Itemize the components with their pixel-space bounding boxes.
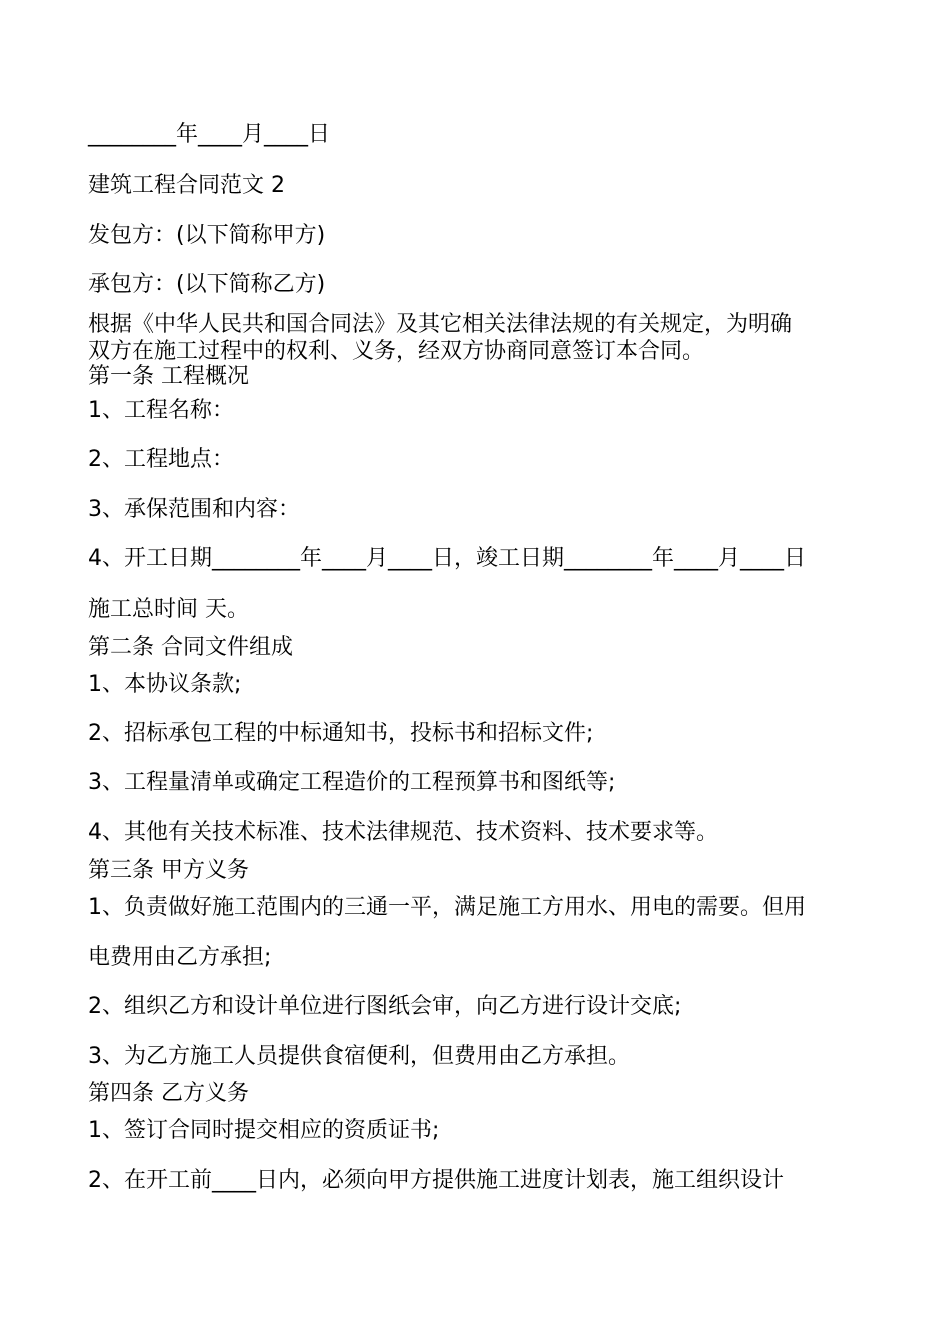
article-2-item-2: 2、招标承包工程的中标通知书，投标书和招标文件; bbox=[88, 721, 594, 746]
article-2-item-1: 1、本协议条款; bbox=[88, 672, 242, 697]
article-3-item-3: 3、为乙方施工人员提供食宿便利，但费用由乙方承担。 bbox=[88, 1044, 630, 1069]
article-3-item-2: 2、组织乙方和设计单位进行图纸会审，向乙方进行设计交底; bbox=[88, 994, 682, 1019]
intro-paragraph-line-1: 根据《中华人民共和国合同法》及其它相关法律法规的有关规定，为明确 bbox=[88, 312, 793, 337]
article-3-heading: 第三条 甲方义务 bbox=[88, 858, 249, 883]
article-2-item-3: 3、工程量清单或确定工程造价的工程预算书和图纸等; bbox=[88, 770, 616, 795]
article-4-item-1: 1、签订合同时提交相应的资质证书; bbox=[88, 1118, 440, 1143]
article-2-item-4: 4、其他有关技术标准、技术法律规范、技术资料、技术要求等。 bbox=[88, 820, 718, 845]
party-a-line: 发包方：(以下简称甲方) bbox=[88, 223, 326, 248]
article-1-heading: 第一条 工程概况 bbox=[88, 364, 249, 389]
article-1-item-2: 2、工程地点： bbox=[88, 447, 234, 472]
article-3-item-1: 1、负责做好施工范围内的三通一平，满足施工方用水、用电的需要。但用 bbox=[88, 895, 806, 920]
article-2-heading: 第二条 合同文件组成 bbox=[88, 635, 293, 660]
article-1-item-4: 4、开工日期________年____月____日，竣工日期________年____月____日 bbox=[88, 546, 806, 571]
article-3-item-1-continued: 电费用由乙方承担; bbox=[88, 945, 272, 970]
article-1-item-3: 3、承保范围和内容： bbox=[88, 497, 300, 522]
article-4-item-2: 2、在开工前____日内，必须向甲方提供施工进度计划表，施工组织设计 bbox=[88, 1168, 784, 1193]
article-4-heading: 第四条 乙方义务 bbox=[88, 1081, 249, 1106]
document-title: 建筑工程合同范文 2 bbox=[88, 173, 285, 198]
party-b-line: 承包方：(以下简称乙方) bbox=[88, 272, 326, 297]
article-1-item-1: 1、工程名称： bbox=[88, 398, 234, 423]
article-1-item-4-continued: 施工总时间 天。 bbox=[88, 597, 249, 622]
intro-paragraph-line-2: 双方在施工过程中的权利、义务，经双方协商同意签订本合同。 bbox=[88, 339, 705, 364]
date-line: ________年____月____日 bbox=[88, 122, 331, 147]
